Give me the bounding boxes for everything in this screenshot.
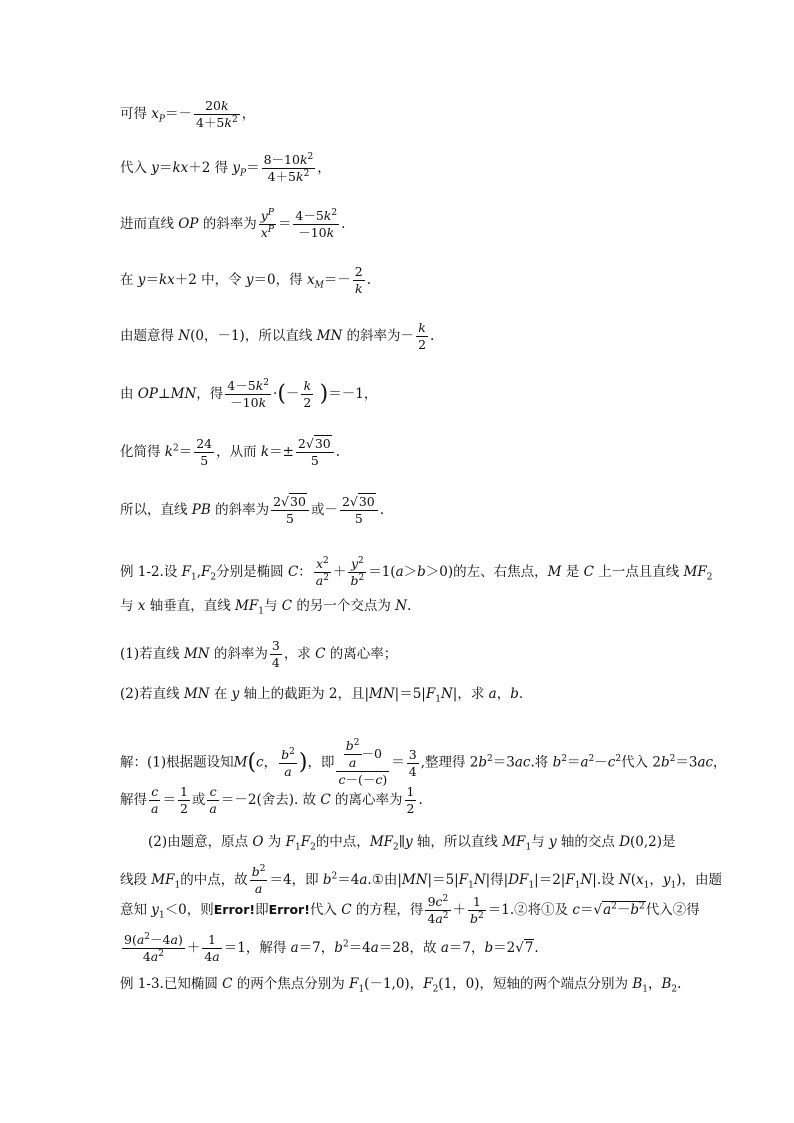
solution-line-1: 可得 $x_P=-$ $\frac{20k}{4+5k^2}$ ， xyxy=(120,98,256,130)
solution-line-3: 进而直线 OP 的斜率为 $\frac{y^P}{x^P}$ ＝ $\frac{4-5k^2}{-10k}$ . xyxy=(120,207,346,240)
example-1-2-line-1: 例 1-2.设 $F_1,F_2$分别是椭圆 C： $\frac{x^2}{a^2}$ ＋ $\frac{y^2}{b^2}$ ＝1(a＞b＞0)的左、右焦点，M 是 C 上一点且直线 $MF_2$ xyxy=(120,555,713,588)
solution-line-2: 代入 y＝kx＋2 得 $y_P=$ $\frac{8-10k^2}{4+5k^2}$ ， xyxy=(120,151,331,184)
solution-line-8: 所以，直线 PB 的斜率为 $\frac{2√30}{5}$ 或－ $\frac{2√30}{5}$ . xyxy=(120,494,385,526)
question-part-1: (1)若直线 MN 的斜率为 $\frac{3}{4}$ ，求 C 的离心率； xyxy=(120,638,398,670)
answer-line-2: 解得 $\frac{c}{a}$ ＝ $\frac{1}{2}$ 或 $\frac{c}{a}$ ＝－2(舍去). 故 C 的离心率为 $\frac{1}{2}$ . xyxy=(120,784,423,816)
answer-line-5: 意知 $y_1<0$，则Error!即Error!代入 C 的方程，得 $\frac{9c^2}{4a^2}$ ＋ $\frac{1}{b^2}$ ＝1.②将①及 $c=√a^2-b^2$代入②得 xyxy=(120,893,700,926)
solution-line-6: 由 OP⊥MN，得 $\frac{4-5k^2}{-10k}$ ·(－ $\frac{k}{2}$ )＝－1， xyxy=(120,377,378,410)
answer-line-4: 线段 $MF_1$的中点，故 $\frac{b^2}{a}$ ＝4，即 $b^2=4a.①$由$|MN|=5|F_1N|$得$|DF_1|=2|F_1N|$.设 $N(x_1$，$y_1$)，由题 xyxy=(120,863,723,896)
solution-line-4: 在 y＝kx＋2 中，令 y＝0，得 $x_M=-$ $\frac{2}{k}$ . xyxy=(120,264,372,296)
solution-line-5: 由题意得 N(0，－1)，所以直线 MN 的斜率为－ $\frac{k}{2}$ . xyxy=(120,320,435,352)
question-part-2: (2)若直线 MN 在 y 轴上的截距为 2，且$|MN|=5|F_1N|$，求 a，b. xyxy=(120,686,524,705)
example-1-3-line-1: 例 1-3.已知椭圆 C 的两个焦点分别为 $F_1(-1,0)$，$F_2(1$，0)，短轴的两个端点分别为 $B_1$，$B_2$. xyxy=(120,976,682,995)
solution-line-7: 化简得 $k^2=$ $\frac{24}{5}$ ，从而 k＝± $\frac{2√30}{5}$ . xyxy=(120,436,341,468)
answer-line-1: 解：(1)根据题设知M(c， $\frac{b^2}{a}$ )，即 $\frac{b^2}{a}$ －0 c－(－c) ＝ $\frac{3}{4}$ ,整理得 $2b^2=3ac$.将 $b^2=a^2-c^2$代入 $2b^2=3ac$， xyxy=(120,737,727,787)
answer-line-6: $\frac{9(a^2-4a)}{4a^2}$ ＋ $\frac{1}{4a}$ ＝1，解得 a＝7，$b^2=4a=28$，故 a＝7，b＝2√7. xyxy=(124,931,539,964)
error-placeholder: Error! xyxy=(213,902,256,917)
answer-line-3: (2)由题意，原点 O 为 $F_1F_2$的中点，$MF_2\parallel y$ 轴，所以直线 $MF_1$与 y 轴的交点 D(0,2)是 xyxy=(148,834,676,853)
example-1-2-line-2: 与 x 轴垂直，直线 $MF_1$与 C 的另一个交点为 N. xyxy=(120,598,412,617)
error-placeholder: Error! xyxy=(268,902,310,917)
